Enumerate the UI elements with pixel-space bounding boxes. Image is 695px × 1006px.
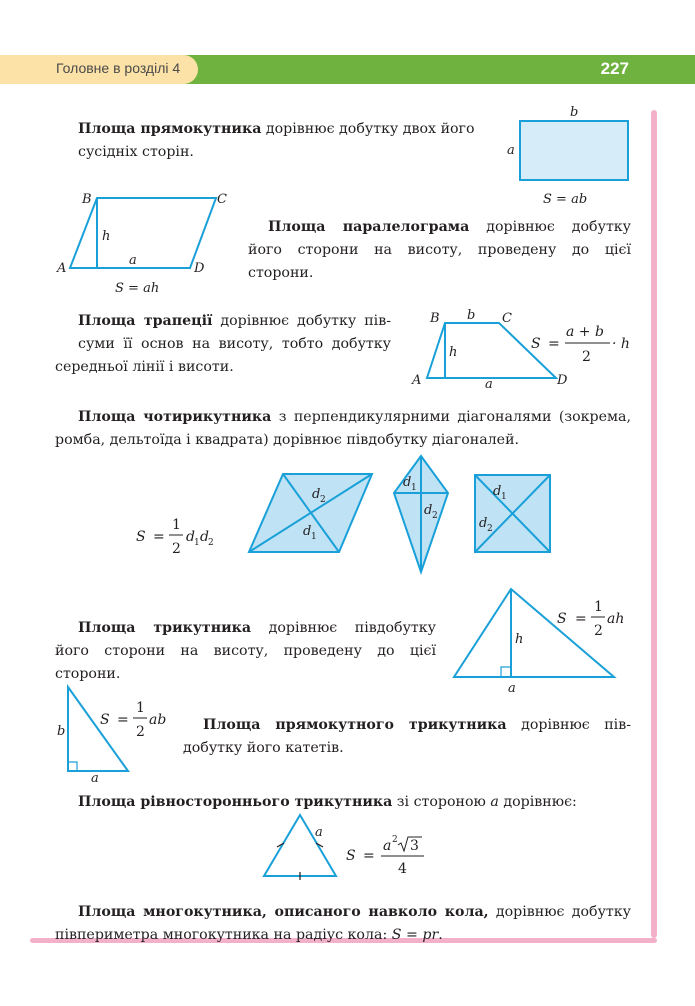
rhombus-figure <box>249 474 372 552</box>
triangle-formula-tail: ah <box>607 611 625 627</box>
rectangle-figure <box>507 105 628 207</box>
trapezoid-label-B: B <box>430 311 440 326</box>
triangle-label-h: h <box>515 632 524 647</box>
triangle-right-angle-mark <box>501 667 511 677</box>
trapezoid-formula-eq: = <box>548 336 560 352</box>
trapezoid-label-A: A <box>412 373 422 388</box>
trapezoid-term: Площа трапеції <box>78 313 213 329</box>
right-triangle-text: дорівнює пів- <box>506 717 631 733</box>
equilateral-label-a: a <box>315 825 323 840</box>
quadrilateral-formula <box>136 517 214 557</box>
rhombus-label-d: d <box>312 487 321 502</box>
equilateral-figure <box>264 815 336 880</box>
triangle-shape <box>454 589 614 677</box>
equilateral-formula-root: 3 <box>410 838 419 854</box>
trapezoid-text: дорівнює добутку пів- <box>212 313 391 329</box>
parallelogram-label-h: h <box>102 229 111 244</box>
right-triangle-formula-num: 1 <box>136 700 145 716</box>
triangle-formula-eq: = <box>575 611 587 627</box>
parallelogram-labels <box>56 192 227 296</box>
square-label-d: d <box>493 484 502 499</box>
triangle-formula-num: 1 <box>594 599 603 615</box>
parallelogram-text-3: сторони. <box>248 265 314 281</box>
equilateral-formula-exp: 2 <box>392 835 398 845</box>
quad-formula-eq: = <box>153 529 165 545</box>
trapezoid-label-D: D <box>557 373 568 388</box>
section-title: Головне в розділі 4 <box>56 60 181 76</box>
equilateral-formula-S: S <box>346 848 356 864</box>
triangle-formula-den: 2 <box>594 623 603 639</box>
quad-formula-num: 1 <box>172 517 181 533</box>
trapezoid-formula-den: 2 <box>582 349 591 365</box>
polygon-end: . <box>438 927 443 943</box>
kite-label-sub1: 1 <box>411 483 417 493</box>
rectangle-term: Площа прямокутника <box>78 121 262 137</box>
quadrilateral-text-2: ромба, дельтоїда і квадрата) дорівнює півдобутку діагоналей. <box>55 432 520 448</box>
rectangle-text: дорівнює добутку двох його <box>261 121 475 137</box>
polygon-term: Площа многокутника, описаного навколо кола, <box>78 904 489 920</box>
trapezoid-text-2: суми її основ на висоту, тобто добутку <box>78 336 391 352</box>
quad-formula-d2: d <box>200 529 209 545</box>
equilateral-term: Площа рівностороннього трикутника <box>78 794 393 810</box>
triangle-labels <box>508 599 624 696</box>
trapezoid-text-3: середньої лінії і висоти. <box>55 359 234 375</box>
page-number: 227 <box>600 59 629 78</box>
quad-formula-d1: d <box>186 529 195 545</box>
rectangle-formula: S = ab <box>543 192 588 207</box>
equilateral-text-2: дорівнює: <box>498 794 577 810</box>
trapezoid-formula-tail: · h <box>612 336 630 352</box>
right-triangle-term: Площа прямокутного трикутника <box>203 717 507 733</box>
parallelogram-label-a: a <box>129 253 137 268</box>
rectangle-shape <box>520 121 628 180</box>
trapezoid-label-b: b <box>467 308 476 323</box>
right-triangle-angle-mark <box>68 762 77 771</box>
parallelogram-figure <box>70 198 216 268</box>
right-triangle-labels <box>57 700 166 786</box>
rhombus-label-d-b: d <box>303 524 312 539</box>
kite-label-d-b: d <box>424 503 433 518</box>
right-triangle-formula-den: 2 <box>136 724 145 740</box>
rectangle-label-a: a <box>507 143 515 158</box>
polygon-formula: S = pr <box>391 927 439 943</box>
equilateral-var-a: a <box>490 794 499 810</box>
right-triangle-text-2: добутку його катетів. <box>183 740 344 756</box>
parallelogram-text: дорівнює добутку <box>469 219 632 235</box>
triangle-text-3: сторони. <box>55 666 121 682</box>
right-triangle-shape <box>68 687 128 771</box>
quad-formula-den: 2 <box>172 541 181 557</box>
square-label-sub1: 1 <box>501 492 507 502</box>
parallelogram-label-A: A <box>57 261 67 276</box>
trapezoid-labels <box>411 308 630 392</box>
rhombus-label-sub1: 1 <box>311 532 317 542</box>
equilateral-formula-a: a <box>383 838 392 854</box>
square-label-sub2: 2 <box>487 524 493 534</box>
trapezoid-formula-S: S <box>531 336 541 352</box>
trapezoid-label-C: C <box>502 311 512 326</box>
triangle-term: Площа трикутника <box>78 620 252 636</box>
polygon-text: дорівнює добутку <box>488 904 631 920</box>
right-triangle-formula-S: S <box>100 712 110 728</box>
parallelogram-shape <box>70 198 216 268</box>
right-triangle-formula-eq: = <box>117 712 129 728</box>
equilateral-shape <box>264 815 336 876</box>
quad-formula-S: S <box>136 529 146 545</box>
parallelogram-text-2: його сторони на висоту, проведену до цієї <box>248 242 631 258</box>
equilateral-formula-eq: = <box>363 848 375 864</box>
square-figure <box>475 475 550 552</box>
trapezoid-formula-num: a + b <box>566 324 604 340</box>
rectangle-text-2: сусідніх сторін. <box>78 144 194 160</box>
rhombus-label-sub2: 2 <box>320 495 326 505</box>
trapezoid-label-a: a <box>485 377 493 392</box>
parallelogram-formula: S = ah <box>115 281 160 296</box>
kite-figure <box>394 456 448 572</box>
triangle-formula-S: S <box>557 611 567 627</box>
square-label-d-b: d <box>479 516 488 531</box>
quadrilateral-text: з перпендикулярними діагоналями (зокрема, <box>271 409 631 425</box>
right-triangle-label-a: a <box>91 771 99 786</box>
triangle-text: дорівнює півдобутку <box>251 620 436 636</box>
parallelogram-label-C: C <box>217 192 227 207</box>
parallelogram-term: Площа паралелограма <box>268 219 470 235</box>
right-triangle-figure <box>68 687 128 771</box>
parallelogram-label-D: D <box>194 261 205 276</box>
trapezoid-label-h: h <box>449 345 458 360</box>
equilateral-formula-den: 4 <box>398 861 407 877</box>
rectangle-label-b: b <box>570 105 579 120</box>
triangle-figure <box>454 589 614 677</box>
triangle-text-2: його сторони на висоту, проведену до цієї <box>55 643 436 659</box>
quad-formula-sub2: 2 <box>208 538 214 548</box>
equilateral-text: зі стороною <box>392 794 491 810</box>
triangle-label-a: a <box>508 681 516 696</box>
quad-formula-sub1: 1 <box>194 538 200 548</box>
polygon-text-2: півпериметра многокутника на радіус кола: <box>55 927 392 943</box>
kite-label-d: d <box>403 475 412 490</box>
quadrilateral-term: Площа чотирикутника <box>78 409 272 425</box>
right-triangle-formula-tail: ab <box>149 712 167 728</box>
right-triangle-label-b: b <box>57 724 66 739</box>
parallelogram-label-B: B <box>82 192 92 207</box>
kite-label-sub2: 2 <box>432 511 438 521</box>
